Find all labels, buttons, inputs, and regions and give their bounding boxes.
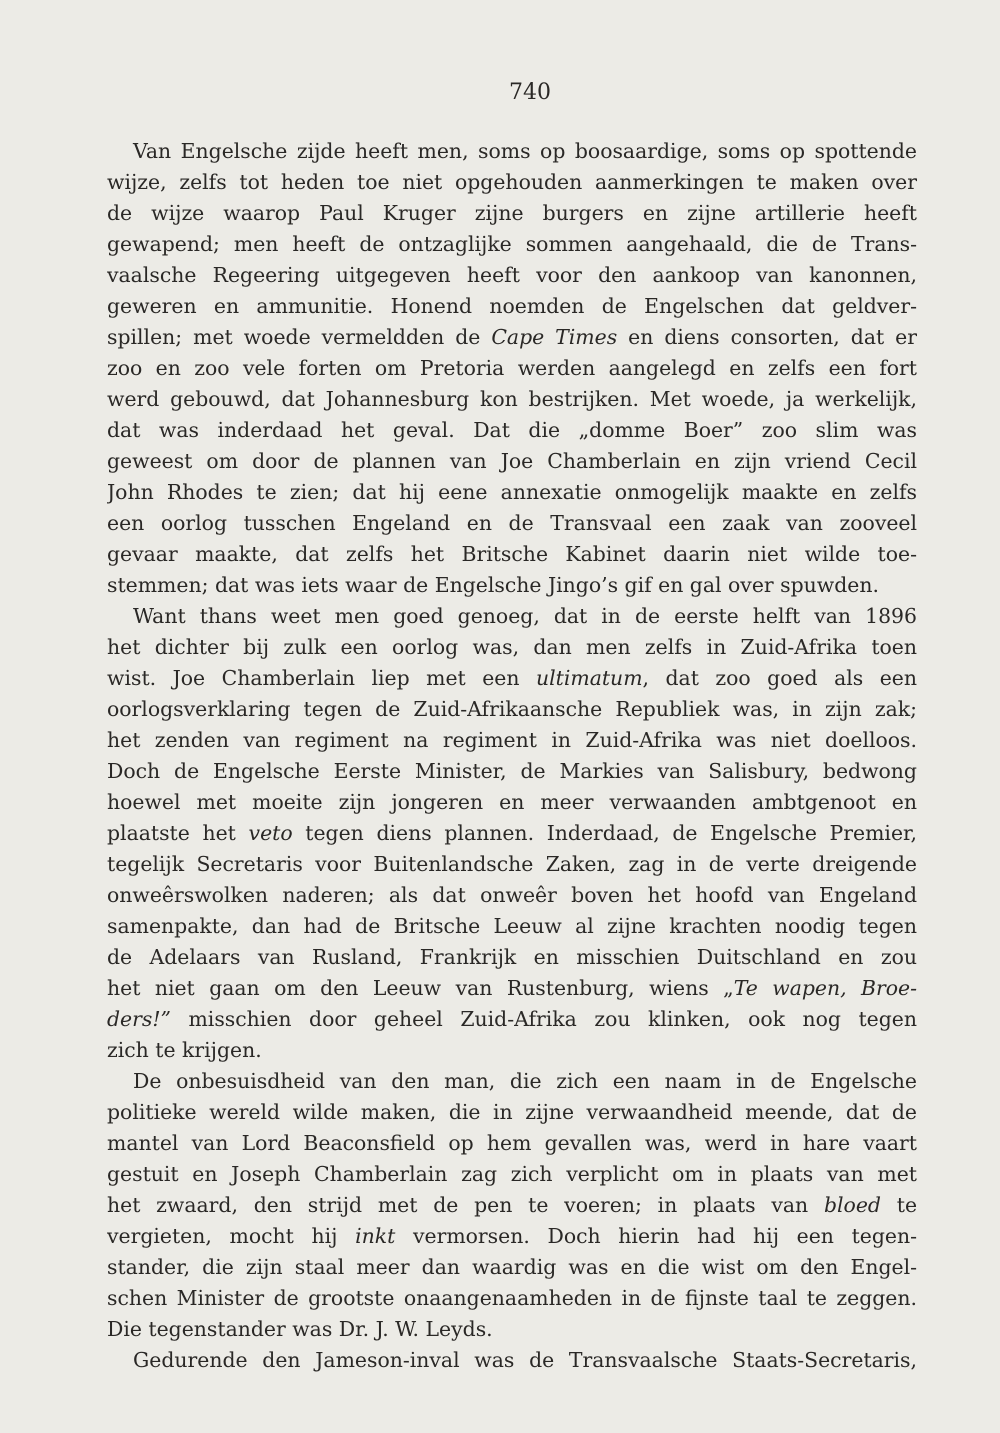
text-line: samenpakte, dan had de Britsche Leeuw al zijne krachten noodig tegen bbox=[107, 914, 917, 938]
text-line: ders!” misschien door geheel Zuid-Afrika zou klinken, ook nog tegen bbox=[107, 1007, 917, 1031]
text-line: gestuit en Joseph Chamberlain zag zich verplicht om in plaats van met bbox=[107, 1162, 917, 1186]
text-line: wist. Joe Chamberlain liep met een ultimatum, dat zoo goed als een bbox=[107, 666, 917, 690]
text-line: een oorlog tusschen Engeland en de Transvaal een zaak van zooveel bbox=[107, 511, 917, 535]
text-line: Gedurende den Jameson-inval was de Transvaalsche Staats-Secretaris, bbox=[133, 1348, 917, 1372]
text-line: de Adelaars van Rusland, Frankrijk en misschien Duitschland en zou bbox=[107, 945, 917, 969]
text-line: onweêrswolken naderen; als dat onweêr boven het hoofd van Engeland bbox=[107, 883, 917, 907]
text-line: stander, die zijn staal meer dan waardig was en die wist om den Engel- bbox=[107, 1255, 917, 1279]
text-line: wijze, zelfs tot heden toe niet opgehouden aanmerkingen te maken over bbox=[107, 170, 917, 194]
text-line: vergieten, mocht hij inkt vermorsen. Doch hierin had hij een tegen- bbox=[107, 1224, 917, 1248]
text-line: tegelijk Secretaris voor Buitenlandsche Zaken, zag in de verte dreigende bbox=[107, 852, 917, 876]
text-line: Doch de Engelsche Eerste Minister, de Markies van Salisbury, bedwong bbox=[107, 759, 917, 783]
text-line: geweest om door de plannen van Joe Chamberlain en zijn vriend Cecil bbox=[107, 449, 917, 473]
text-line: De onbesuisdheid van den man, die zich een naam in de Engelsche bbox=[133, 1069, 917, 1093]
text-line: politieke wereld wilde maken, die in zijne verwaandheid meende, dat de bbox=[107, 1100, 917, 1124]
text-line: vaalsche Regeering uitgegeven heeft voor den aankoop van kanonnen, bbox=[107, 263, 917, 287]
text-line: gewapend; men heeft de ontzaglijke sommen aangehaald, die de Trans- bbox=[107, 232, 917, 256]
text-line: Van Engelsche zijde heeft men, soms op boosaardige, soms op spottende bbox=[133, 139, 917, 163]
text-line: hoewel met moeite zijn jongeren en meer verwaanden ambtgenoot en bbox=[107, 790, 917, 814]
text-line: het dichter bij zulk een oorlog was, dan men zelfs in Zuid-Afrika toen bbox=[107, 635, 917, 659]
text-line: dat was inderdaad het geval. Dat die „domme Boer” zoo slim was bbox=[107, 418, 917, 442]
text-line: plaatste het veto tegen diens plannen. Inderdaad, de Engelsche Premier, bbox=[107, 821, 917, 845]
body-text bbox=[107, 136, 917, 1376]
text-line: mantel van Lord Beaconsfield op hem gevallen was, werd in hare vaart bbox=[107, 1131, 917, 1155]
text-line: het zenden van regiment na regiment in Zuid-Afrika was niet doelloos. bbox=[107, 728, 917, 752]
page-number: 740 bbox=[509, 80, 551, 105]
text-line: zich te krijgen. bbox=[107, 1038, 262, 1062]
text-line: het niet gaan om den Leeuw van Rustenburg, wiens „Te wapen, Broe- bbox=[107, 976, 917, 1000]
text-line: Die tegenstander was Dr. J. W. Leyds. bbox=[107, 1317, 493, 1341]
text-line: Want thans weet men goed genoeg, dat in de eerste helft van 1896 bbox=[133, 604, 917, 628]
text-line: werd gebouwd, dat Johannesburg kon bestrijken. Met woede, ja werkelijk, bbox=[107, 387, 917, 411]
text-line: John Rhodes te zien; dat hij eene annexatie onmogelijk maakte en zelfs bbox=[107, 480, 917, 504]
text-line: de wijze waarop Paul Kruger zijne burgers en zijne artillerie heeft bbox=[107, 201, 917, 225]
text-line: schen Minister de grootste onaangenaamheden in de fijnste taal te zeggen. bbox=[107, 1286, 917, 1310]
text-line: oorlogsverklaring tegen de Zuid-Afrikaansche Republiek was, in zijn zak; bbox=[107, 697, 917, 721]
text-line: geweren en ammunitie. Honend noemden de Engelschen dat geldver- bbox=[107, 294, 917, 318]
text-line: zoo en zoo vele forten om Pretoria werden aangelegd en zelfs een fort bbox=[107, 356, 917, 380]
text-line: gevaar maakte, dat zelfs het Britsche Kabinet daarin niet wilde toe- bbox=[107, 542, 917, 566]
text-line: het zwaard, den strijd met de pen te voeren; in plaats van bloed te bbox=[107, 1193, 917, 1217]
text-line: spillen; met woede vermeldden de Cape Times en diens consorten, dat er bbox=[107, 325, 917, 349]
text-line: stemmen; dat was iets waar de Engelsche Jingo’s gif en gal over spuwden. bbox=[107, 573, 879, 597]
